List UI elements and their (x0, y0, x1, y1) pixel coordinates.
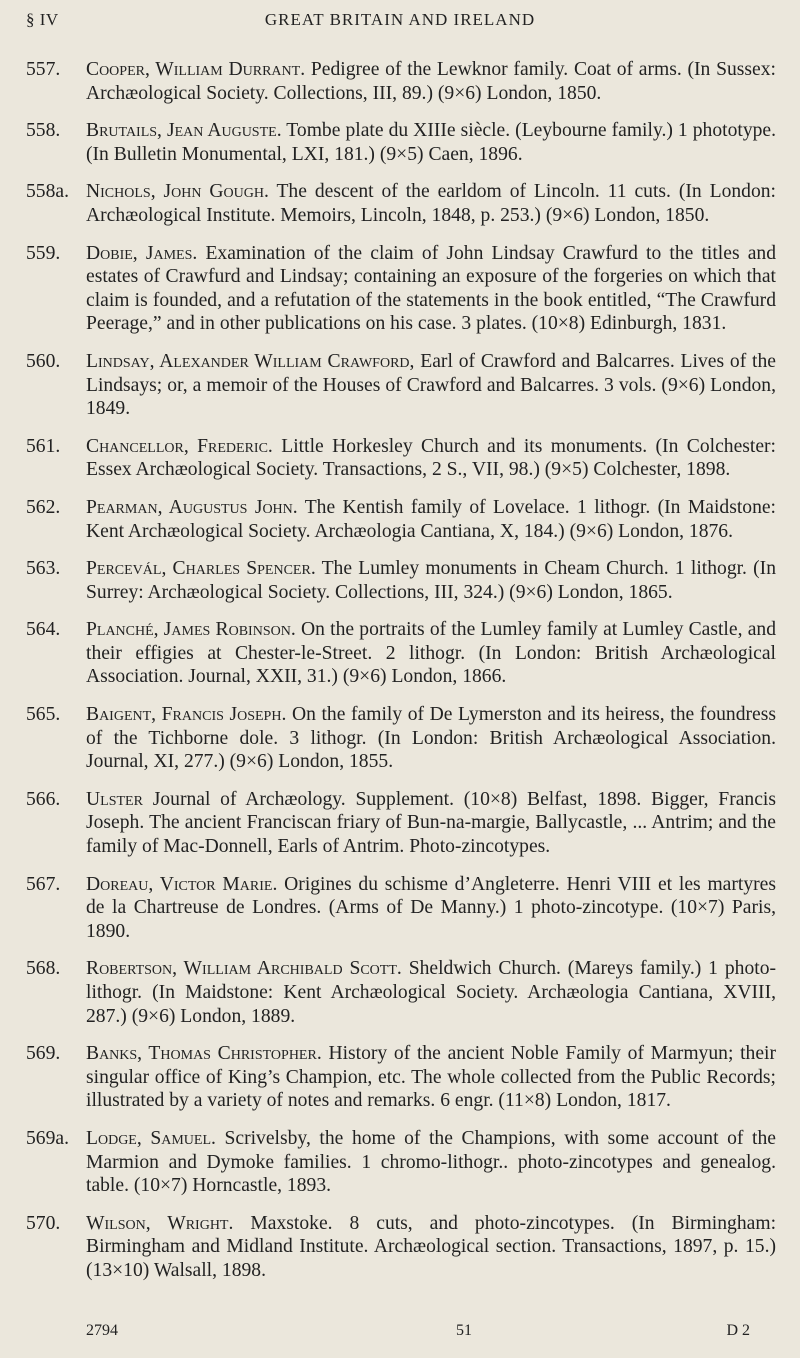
entry-author: Doreau, Victor Marie. (86, 873, 278, 895)
entry-number: 569. (26, 1043, 61, 1065)
entry-number: 560. (26, 350, 61, 372)
entry-text: The descent of the earldom of Lincoln. 11 cuts. (In London: Archæological Institute. Memoirs, Lincoln, 1848, p. 253.) (9×6) London, 1850. (86, 181, 776, 226)
entry-author: Ulster (86, 788, 143, 810)
entry-text: Tombe plate du XIIIe siècle. (Leybourne family.) 1 phototype. (In Bulletin Monumental, LXI, 181.) (9×5) Caen, 1896. (86, 120, 777, 165)
entry-number: 558. (26, 120, 61, 142)
bibliography-entry (26, 957, 776, 1028)
bibliography-entry (26, 873, 776, 944)
signature-mark: 51 (456, 1322, 472, 1339)
bibliography-entry (26, 1212, 776, 1283)
entry-author: Dobie, James. (86, 242, 198, 264)
entry-author: Nichols, John Gough. (86, 181, 269, 203)
entry-number: 565. (26, 704, 61, 726)
entry-author: Lodge, Samuel. (86, 1127, 216, 1149)
entry-text: Journal of Archæology. Supplement. (10×8) Belfast, 1898. Bigger, Francis Joseph. The ancient Franciscan friary of Bun-na-margie, Ballycastle, ... Antrim; and the family of Mac-Donnell, Earls of Antrim. Photo-zincotypes. (86, 788, 776, 858)
entry-text: Scrivelsby, the home of the Champions, with some account of the Marmion and Dymoke families. 1 chromo-lithogr.. photo-zincotypes and genealog. table. (10×7) Horncastle, 1893. (86, 1127, 776, 1197)
bibliography-entry (26, 703, 776, 774)
entry-text: Pedigree of the Lewknor family. Coat of arms. (In Sussex: Archæological Society. Collections, III, 89.) (9×6) London, 1850. (86, 59, 776, 104)
entry-number: 561. (26, 435, 61, 457)
bibliography-entry (26, 180, 776, 227)
entry-number: 564. (26, 619, 61, 641)
entry-number: 569a. (26, 1127, 69, 1149)
bibliography-entry (26, 242, 776, 336)
entry-text: On the portraits of the Lumley family at Lumley Castle, and their effigies at Chester-le-Street. 2 lithogr. (In London: British Archæological Association. Journal, XXII, 31.) (9×6) London, 1866. (86, 619, 776, 688)
entry-number: 557. (26, 59, 61, 80)
entry-text: Origines du schisme d’Angleterre. Henri VIII et les martyres de la Chartreuse de Londres. (Arms of De Manny.) 1 photo-zincotype. (10×7) Paris, 1890. (86, 873, 776, 942)
bibliography-list (26, 58, 776, 1297)
entry-author: Robertson, William Archibald Scott. (86, 958, 402, 980)
entry-number: 558a. (26, 181, 69, 203)
entry-text: Sheldwich Church. (Mareys family.) 1 photo-lithogr. (In Maidstone: Kent Archæological Society. Archæologia Cantiana, XVIII, 287.) (9×6) London, 1889. (86, 958, 777, 1027)
entry-author: Banks, Thomas Christopher. (86, 1043, 322, 1065)
entry-text: On the family of De Lymerston and its heiress, the foundress of the Tichborne dole. 3 lithogr. (In London: British Archæological Association. Journal, XI, 277.) (9×6) London, 1855. (86, 704, 776, 773)
entry-text: Earl of Crawford and Balcarres. Lives of the Lindsays; or, a memoir of the Houses of Crawford and Balcarres. 3 vols. (9×6) London, 1849. (86, 350, 776, 420)
bibliography-entry (26, 1127, 776, 1198)
entry-author: Lindsay, Alexander William Crawford, (86, 350, 415, 372)
entry-text: Examination of the claim of John Lindsay Crawfurd to the titles and estates of Crawfurd and Lindsay; containing an exposure of the forgeries on which that claim is founded, and a refutation of the statements in the book entitled, “The Crawfurd Peerage,” and in other publications on his case. 3 plates. (10×8) Edinburgh, 1831. (86, 242, 777, 335)
bibliography-entry (26, 119, 776, 166)
entry-number: 567. (26, 873, 61, 895)
signature-letter: D 2 (726, 1322, 750, 1339)
entry-author: Wilson, Wright. (86, 1212, 234, 1234)
entry-number: 562. (26, 496, 61, 518)
bibliography-entry (26, 1042, 776, 1113)
bibliography-entry (26, 496, 776, 543)
bibliography-entry (26, 435, 776, 482)
entry-text: Little Horkesley Church and its monuments. (In Colchester: Essex Archæological Society. Transactions, 2 S., VII, 98.) (9×5) Colchester, 1898. (86, 435, 777, 481)
entry-text: Maxstoke. 8 cuts, and photo-zincotypes. (In Birmingham: Birmingham and Midland Institute. Archæological section. Transactions, 1897, p. 15.) (13×10) Walsall, 1898. (86, 1212, 777, 1281)
entry-number: 559. (26, 242, 61, 264)
running-title: GREAT BRITAIN AND IRELAND (264, 10, 536, 29)
bibliography-entry (26, 350, 776, 421)
entry-author: Pearman, Augustus John. (86, 496, 298, 518)
entry-text: History of the ancient Noble Family of Marmyun; their singular office of King’s Champion, etc. The whole collected from the Public Records; illustrated by a variety of notes and remarks. 6 engr. (11×8) London, 1817. (86, 1043, 776, 1112)
entry-author: Baigent, Francis Joseph. (86, 704, 287, 726)
entry-author: Chancellor, Frederic. (86, 435, 273, 457)
entry-author: Planché, James Robinson. (86, 619, 296, 641)
entry-number: 563. (26, 558, 61, 580)
print-code: 2794 (86, 1322, 118, 1339)
bibliography-entry (26, 788, 776, 859)
bibliography-entry (26, 557, 776, 604)
entry-number: 570. (26, 1212, 61, 1234)
section-mark: § IV (26, 10, 59, 29)
entry-author: Percevál, Charles Spencer. (86, 558, 316, 580)
page-header (26, 10, 774, 40)
entry-author: Cooper, William Durrant. (86, 59, 306, 80)
entry-author: Brutails, Jean Auguste. (86, 120, 282, 142)
entry-text: The Lumley monuments in Cheam Church. 1 lithogr. (In Surrey: Archæological Society. Collections, III, 324.) (9×6) London, 1865. (86, 558, 776, 603)
entry-text: The Kentish family of Lovelace. 1 lithogr. (In Maidstone: Kent Archæological Society. Archæologia Cantiana, X, 184.) (9×6) London, 1876. (86, 496, 777, 542)
bibliography-entry (26, 58, 776, 105)
entry-number: 568. (26, 958, 61, 980)
bibliography-entry (26, 618, 776, 689)
entry-number: 566. (26, 788, 61, 810)
